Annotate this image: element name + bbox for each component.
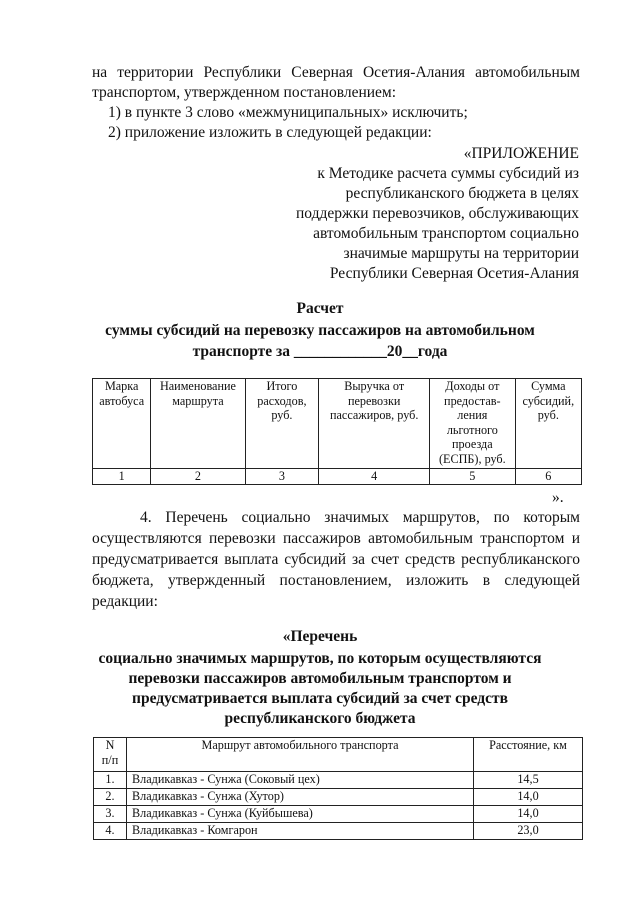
column-number: 2 xyxy=(151,469,245,485)
row-route: Владикавказ - Сунжа (Хутор) xyxy=(127,789,474,806)
paragraph-4-line: 4. Перечень социально значимых маршрутов, по которым xyxy=(140,509,580,526)
row-distance: 14,0 xyxy=(474,806,583,823)
appendix-line: автомобильным транспортом социально xyxy=(313,225,579,242)
intro-line-1: на территории Республики Северная Осетия-Алания автомобильным xyxy=(92,64,580,81)
appendix-line: значимые маршруты на территории xyxy=(343,245,579,262)
list-title: «Перечень xyxy=(282,628,358,645)
table-header-row xyxy=(93,379,582,469)
row-number: 3. xyxy=(94,806,127,823)
list-subtitle-line: республиканского бюджета xyxy=(224,710,416,727)
row-distance: 14,0 xyxy=(474,789,583,806)
row-route: Владикавказ - Сунжа (Куйбышева) xyxy=(127,806,474,823)
header-subsidy-sum: Сумма субсидий, руб. xyxy=(515,379,581,469)
row-number: 2. xyxy=(94,789,127,806)
column-number: 4 xyxy=(319,469,430,485)
header-total-expenses: Итого расходов, руб. xyxy=(245,379,319,469)
calc-title: Расчет xyxy=(296,300,344,317)
appendix-line: к Методике расчета суммы субсидий из xyxy=(317,165,579,182)
header-route: Маршрут автомобильного транспорта xyxy=(127,738,474,772)
header-espb-income: Доходы от предостав- ления льготного проезда (ЕСПБ), руб. xyxy=(430,379,516,469)
paragraph-4-line: бюджета, утвержденный постановлением, изложить в следующей xyxy=(92,572,580,589)
row-distance: 23,0 xyxy=(474,823,583,840)
header-revenue: Выручка от перевозки пассажиров, руб. xyxy=(319,379,430,469)
subsidy-calc-table xyxy=(92,378,582,485)
list-subtitle-line: перевозки пассажиров автомобильным транспортом и xyxy=(128,670,512,687)
paragraph-4-last-line: редакции: xyxy=(92,593,158,610)
row-distance: 14,5 xyxy=(474,772,583,789)
intro-item-2: 2) приложение изложить в следующей редакции: xyxy=(108,124,432,141)
list-subtitle-line: социально значимых маршрутов, по которым осуществляются xyxy=(98,650,542,667)
header-bus-brand: Марка автобуса xyxy=(93,379,151,469)
calc-subtitle-2: транспорте за ____________20__года xyxy=(192,343,448,360)
column-number: 3 xyxy=(245,469,319,485)
appendix-heading: «ПРИЛОЖЕНИЕ xyxy=(463,145,579,162)
paragraph-4-line: осуществляются перевозки пассажиров автомобильным транспортом и xyxy=(92,530,580,547)
row-number: 4. xyxy=(94,823,127,840)
routes-table xyxy=(93,737,583,840)
column-number: 1 xyxy=(93,469,151,485)
list-subtitle-line: предусматривается выплата субсидий за счет средств xyxy=(132,690,508,707)
intro-item-1: 1) в пункте 3 слово «межмуниципальных» исключить; xyxy=(108,104,468,121)
appendix-line: поддержки перевозчиков, обслуживающих xyxy=(296,205,579,222)
header-number: N п/п xyxy=(94,738,127,772)
closing-quote: ». xyxy=(552,489,564,506)
column-number: 5 xyxy=(430,469,516,485)
header-route-name: Наименование маршрута xyxy=(151,379,245,469)
column-number: 6 xyxy=(515,469,581,485)
appendix-line: Республики Северная Осетия-Алания xyxy=(329,265,579,282)
row-route: Владикавказ - Сунжа (Соковый цех) xyxy=(127,772,474,789)
routes-header-row xyxy=(94,738,583,772)
table-row xyxy=(94,806,583,823)
calc-subtitle: суммы субсидий на перевозку пассажиров на автомобильном xyxy=(105,322,535,339)
paragraph-4-line: предусматривается выплата субсидий за счет средств республиканского xyxy=(92,551,580,568)
row-number: 1. xyxy=(94,772,127,789)
row-route: Владикавказ - Комгарон xyxy=(127,823,474,840)
table-row xyxy=(94,789,583,806)
appendix-line: республиканского бюджета в целях xyxy=(345,185,579,202)
header-distance: Расстояние, км xyxy=(474,738,583,772)
table-number-row xyxy=(93,469,582,485)
intro-line-2: транспортом, утвержденном постановлением: xyxy=(92,84,397,101)
table-row xyxy=(94,772,583,789)
table-row xyxy=(94,823,583,840)
